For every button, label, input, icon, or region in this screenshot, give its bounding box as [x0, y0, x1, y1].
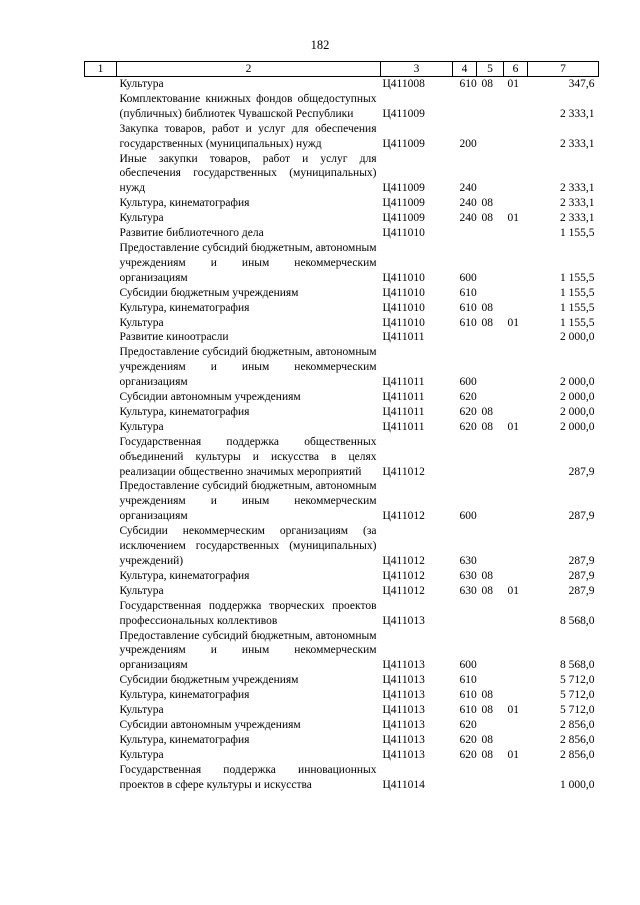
table-body: [85, 77, 599, 793]
target-code-cell: Ц411010: [382, 286, 425, 299]
subsection-cell: [504, 629, 528, 674]
amount-cell: 2 000,0: [560, 376, 595, 389]
subsection-cell: 01: [507, 316, 519, 329]
row-index-cell: [85, 390, 117, 405]
row-name-cell: Культура: [119, 704, 164, 717]
amount-cell: 1 155,5: [560, 316, 595, 329]
table-row: [85, 345, 599, 390]
expense-type-cell: 610: [459, 78, 477, 90]
amount-cell: 287,9: [568, 465, 595, 478]
expense-type-cell: 240: [459, 197, 477, 210]
expense-type-cell: 620: [459, 391, 477, 404]
section-cell: [477, 345, 504, 390]
subsection-cell: 01: [507, 212, 519, 225]
section-cell: 08: [481, 420, 493, 433]
table-row: [85, 733, 599, 748]
expense-type-cell: [453, 226, 477, 241]
target-code-cell: Ц411010: [382, 271, 425, 284]
amount-cell: 5 712,0: [560, 704, 595, 717]
amount-cell: 347,6: [568, 78, 595, 90]
row-index-cell: [85, 226, 117, 241]
row-index-cell: [85, 718, 117, 733]
section-cell: [477, 435, 504, 480]
table-row: [85, 718, 599, 733]
row-index-cell: [85, 733, 117, 748]
subsection-cell: [504, 673, 528, 688]
target-code-cell: Ц411013: [382, 674, 425, 687]
subsection-cell: [504, 301, 528, 316]
table-row: [85, 122, 599, 152]
amount-cell: 2 000,0: [560, 331, 595, 344]
table-row: [85, 152, 599, 197]
section-cell: 08: [481, 78, 493, 90]
subsection-cell: 01: [507, 584, 519, 597]
target-code-cell: Ц411014: [382, 778, 425, 791]
row-index-cell: [85, 316, 117, 331]
table-row: [85, 688, 599, 703]
row-index-cell: [85, 420, 117, 435]
target-code-cell: Ц411013: [382, 614, 425, 627]
row-index-cell: [85, 569, 117, 584]
subsection-cell: [504, 405, 528, 420]
amount-cell: 287,9: [568, 569, 595, 582]
target-code-cell: Ц411009: [382, 212, 425, 225]
subsection-cell: 01: [507, 704, 519, 717]
section-cell: [477, 524, 504, 569]
row-name-cell: Развитие киноотрасли: [119, 331, 229, 344]
budget-table: [84, 61, 599, 793]
row-name-cell: Субсидии автономным учреждениям: [119, 391, 301, 404]
expense-type-cell: 620: [459, 748, 477, 761]
amount-cell: 2 000,0: [560, 405, 595, 418]
section-cell: 08: [481, 316, 493, 329]
row-name-cell: Развитие библиотечного дела: [119, 227, 264, 240]
column-header: 7: [528, 62, 599, 77]
table-row: [85, 599, 599, 629]
row-name-cell: Субсидии некоммерческим организациям (за исключением государственных (муниципальных) учреждений): [119, 525, 377, 567]
row-index-cell: [85, 479, 117, 524]
subsection-cell: 01: [507, 420, 519, 433]
expense-type-cell: 630: [459, 584, 477, 597]
subsection-cell: [504, 152, 528, 197]
row-index-cell: [85, 748, 117, 763]
row-name-cell: Культура: [119, 316, 164, 329]
amount-cell: 8 568,0: [560, 614, 595, 627]
target-code-cell: Ц411012: [382, 584, 425, 597]
row-name-cell: Культура: [119, 78, 164, 90]
target-code-cell: Ц411013: [382, 659, 425, 672]
expense-type-cell: 240: [459, 212, 477, 225]
target-code-cell: Ц411013: [382, 704, 425, 717]
expense-type-cell: 620: [459, 420, 477, 433]
subsection-cell: [504, 733, 528, 748]
subsection-cell: [504, 718, 528, 733]
row-name-cell: Культура: [119, 212, 164, 225]
row-name-cell: Субсидии бюджетным учреждениям: [119, 674, 299, 687]
row-index-cell: [85, 629, 117, 674]
amount-cell: 2 333,1: [560, 107, 595, 120]
amount-cell: 2 856,0: [560, 718, 595, 731]
section-cell: 08: [481, 197, 493, 210]
table-row: [85, 330, 599, 345]
section-cell: [477, 479, 504, 524]
row-index-cell: [85, 435, 117, 480]
section-cell: [477, 241, 504, 286]
column-header: 3: [381, 62, 453, 77]
expense-type-cell: [453, 435, 477, 480]
section-cell: [477, 390, 504, 405]
section-cell: [477, 92, 504, 122]
table-row: [85, 524, 599, 569]
section-cell: [477, 122, 504, 152]
table-row: [85, 241, 599, 286]
row-name-cell: Предоставление субсидий бюджетным, автономным учреждениям и иным некоммерческим организациям: [119, 241, 377, 284]
row-name-cell: Субсидии бюджетным учреждениям: [119, 286, 299, 299]
target-code-cell: Ц411012: [382, 569, 425, 582]
subsection-cell: [504, 599, 528, 629]
table-row: [85, 405, 599, 420]
expense-type-cell: 200: [459, 137, 477, 150]
amount-cell: 2 000,0: [560, 391, 595, 404]
amount-cell: 1 155,5: [560, 286, 595, 299]
row-name-cell: Культура, кинематография: [119, 569, 250, 582]
expense-type-cell: 630: [459, 555, 477, 567]
row-index-cell: [85, 688, 117, 703]
table-row: [85, 211, 599, 226]
target-code-cell: Ц411013: [382, 733, 425, 746]
section-cell: [477, 673, 504, 688]
amount-cell: 1 000,0: [560, 778, 595, 791]
subsection-cell: [504, 330, 528, 345]
amount-cell: 1 155,5: [560, 271, 595, 284]
subsection-cell: [504, 122, 528, 152]
amount-cell: 2 333,1: [560, 182, 595, 195]
header-row: [85, 62, 599, 77]
table-row: [85, 435, 599, 480]
row-index-cell: [85, 211, 117, 226]
table-row: [85, 748, 599, 763]
section-cell: 08: [481, 704, 493, 717]
table-row: [85, 584, 599, 599]
subsection-cell: 01: [507, 78, 519, 90]
row-index-cell: [85, 92, 117, 122]
table-row: [85, 92, 599, 122]
table-row: [85, 390, 599, 405]
row-index-cell: [85, 330, 117, 345]
row-name-cell: Государственная поддержка инновационных проектов в сфере культуры и искусства: [119, 763, 377, 791]
amount-cell: 2 333,1: [560, 212, 595, 225]
subsection-cell: [504, 226, 528, 241]
row-index-cell: [85, 584, 117, 599]
subsection-cell: [504, 524, 528, 569]
row-index-cell: [85, 599, 117, 629]
row-index-cell: [85, 77, 117, 92]
section-cell: 08: [481, 212, 493, 225]
expense-type-cell: 600: [459, 376, 477, 389]
column-header: 6: [504, 62, 528, 77]
amount-cell: 287,9: [568, 555, 595, 567]
subsection-cell: [504, 435, 528, 480]
table-row: [85, 703, 599, 718]
subsection-cell: [504, 390, 528, 405]
subsection-cell: [504, 286, 528, 301]
row-name-cell: Культура: [119, 748, 164, 761]
amount-cell: 287,9: [568, 584, 595, 597]
section-cell: 08: [481, 301, 493, 314]
row-name-cell: Культура: [119, 584, 164, 597]
section-cell: [477, 599, 504, 629]
amount-cell: 1 155,5: [560, 227, 595, 240]
table-row: [85, 226, 599, 241]
expense-type-cell: 620: [459, 733, 477, 746]
expense-type-cell: 610: [459, 704, 477, 717]
table-row: [85, 316, 599, 331]
row-name-cell: Предоставление субсидий бюджетным, автономным учреждениям и иным некоммерческим организациям: [119, 629, 377, 672]
row-index-cell: [85, 241, 117, 286]
expense-type-cell: 610: [459, 316, 477, 329]
target-code-cell: Ц411013: [382, 689, 425, 702]
table-row: [85, 673, 599, 688]
table-row: [85, 77, 599, 92]
subsection-cell: [504, 241, 528, 286]
row-index-cell: [85, 301, 117, 316]
row-name-cell: Государственная поддержка творческих проектов профессиональных коллективов: [119, 599, 377, 627]
row-index-cell: [85, 405, 117, 420]
column-header: 5: [477, 62, 504, 77]
row-index-cell: [85, 524, 117, 569]
amount-cell: 5 712,0: [560, 689, 595, 702]
row-name-cell: Предоставление субсидий бюджетным, автономным учреждениям и иным некоммерческим организациям: [119, 480, 377, 523]
expense-type-cell: 630: [459, 569, 477, 582]
amount-cell: 8 568,0: [560, 659, 595, 672]
expense-type-cell: 610: [459, 674, 477, 687]
target-code-cell: Ц411011: [382, 331, 425, 344]
row-name-cell: Культура, кинематография: [119, 733, 250, 746]
table-row: [85, 286, 599, 301]
target-code-cell: Ц411011: [382, 391, 425, 404]
row-index-cell: [85, 152, 117, 197]
expense-type-cell: [453, 763, 477, 793]
amount-cell: 5 712,0: [560, 674, 595, 687]
row-name-cell: Комплектование книжных фондов общедоступных (публичных) библиотек Чувашской Республики: [119, 92, 377, 120]
section-cell: [477, 330, 504, 345]
target-code-cell: Ц411012: [382, 465, 425, 478]
section-cell: 08: [481, 689, 493, 702]
expense-type-cell: 610: [459, 286, 477, 299]
expense-type-cell: [453, 330, 477, 345]
row-index-cell: [85, 673, 117, 688]
row-name-cell: Закупка товаров, работ и услуг для обеспечения государственных (муниципальных) нужд: [119, 122, 377, 150]
section-cell: 08: [481, 405, 493, 418]
expense-type-cell: 600: [459, 659, 477, 672]
subsection-cell: [504, 92, 528, 122]
amount-cell: 2 000,0: [560, 420, 595, 433]
table-row: [85, 196, 599, 211]
table-row: [85, 420, 599, 435]
amount-cell: 2 856,0: [560, 733, 595, 746]
expense-type-cell: [453, 92, 477, 122]
expense-type-cell: [453, 599, 477, 629]
column-header: 4: [453, 62, 477, 77]
target-code-cell: Ц411011: [382, 376, 425, 389]
subsection-cell: [504, 569, 528, 584]
row-name-cell: Культура, кинематография: [119, 689, 250, 702]
row-name-cell: Культура, кинематография: [119, 197, 250, 210]
target-code-cell: Ц411009: [382, 182, 425, 195]
expense-type-cell: 240: [459, 182, 477, 195]
row-name-cell: Культура, кинематография: [119, 405, 250, 418]
table-row: [85, 301, 599, 316]
target-code-cell: Ц411010: [382, 301, 425, 314]
amount-cell: 287,9: [568, 510, 595, 523]
row-name-cell: Иные закупки товаров, работ и услуг для обеспечения государственных (муниципальных) нужд: [119, 152, 377, 195]
target-code-cell: Ц411012: [382, 510, 425, 523]
section-cell: 08: [481, 748, 493, 761]
target-code-cell: Ц411008: [382, 78, 425, 90]
expense-type-cell: 610: [459, 301, 477, 314]
subsection-cell: [504, 479, 528, 524]
row-index-cell: [85, 763, 117, 793]
expense-type-cell: 620: [459, 405, 477, 418]
expense-type-cell: 600: [459, 510, 477, 523]
row-name-cell: Субсидии автономным учреждениям: [119, 718, 301, 731]
row-name-cell: Государственная поддержка общественных объединений культуры и искусства в целях реализации общественно значимых мероприятий: [119, 435, 377, 478]
section-cell: [477, 629, 504, 674]
row-name-cell: Культура: [119, 420, 164, 433]
section-cell: 08: [481, 569, 493, 582]
column-header: 1: [85, 62, 117, 77]
subsection-cell: [504, 763, 528, 793]
target-code-cell: Ц411010: [382, 316, 425, 329]
subsection-cell: [504, 345, 528, 390]
target-code-cell: Ц411010: [382, 227, 425, 240]
target-code-cell: Ц411009: [382, 107, 425, 120]
section-cell: [477, 152, 504, 197]
page-number: 182: [310, 38, 330, 52]
table-row: [85, 629, 599, 674]
subsection-cell: 01: [507, 748, 519, 761]
section-cell: [477, 718, 504, 733]
subsection-cell: [504, 196, 528, 211]
amount-cell: 2 333,1: [560, 137, 595, 150]
table-row: [85, 763, 599, 793]
row-index-cell: [85, 703, 117, 718]
row-index-cell: [85, 345, 117, 390]
row-name-cell: Предоставление субсидий бюджетным, автономным учреждениям и иным некоммерческим организациям: [119, 346, 377, 389]
expense-type-cell: 610: [459, 689, 477, 702]
target-code-cell: Ц411009: [382, 137, 425, 150]
table-row: [85, 569, 599, 584]
amount-cell: 2 856,0: [560, 748, 595, 761]
section-cell: [477, 286, 504, 301]
expense-type-cell: 620: [459, 718, 477, 731]
row-index-cell: [85, 196, 117, 211]
subsection-cell: [504, 688, 528, 703]
row-index-cell: [85, 122, 117, 152]
target-code-cell: Ц411009: [382, 197, 425, 210]
section-cell: [477, 226, 504, 241]
target-code-cell: Ц411011: [382, 420, 425, 433]
section-cell: 08: [481, 584, 493, 597]
column-header: 2: [117, 62, 381, 77]
section-cell: [477, 763, 504, 793]
target-code-cell: Ц411012: [382, 555, 425, 567]
amount-cell: 2 333,1: [560, 197, 595, 210]
expense-type-cell: 600: [459, 271, 477, 284]
section-cell: 08: [481, 733, 493, 746]
target-code-cell: Ц411013: [382, 748, 425, 761]
target-code-cell: Ц411013: [382, 718, 425, 731]
table-row: [85, 479, 599, 524]
row-name-cell: Культура, кинематография: [119, 301, 250, 314]
row-index-cell: [85, 286, 117, 301]
target-code-cell: Ц411011: [382, 405, 425, 418]
amount-cell: 1 155,5: [560, 301, 595, 314]
